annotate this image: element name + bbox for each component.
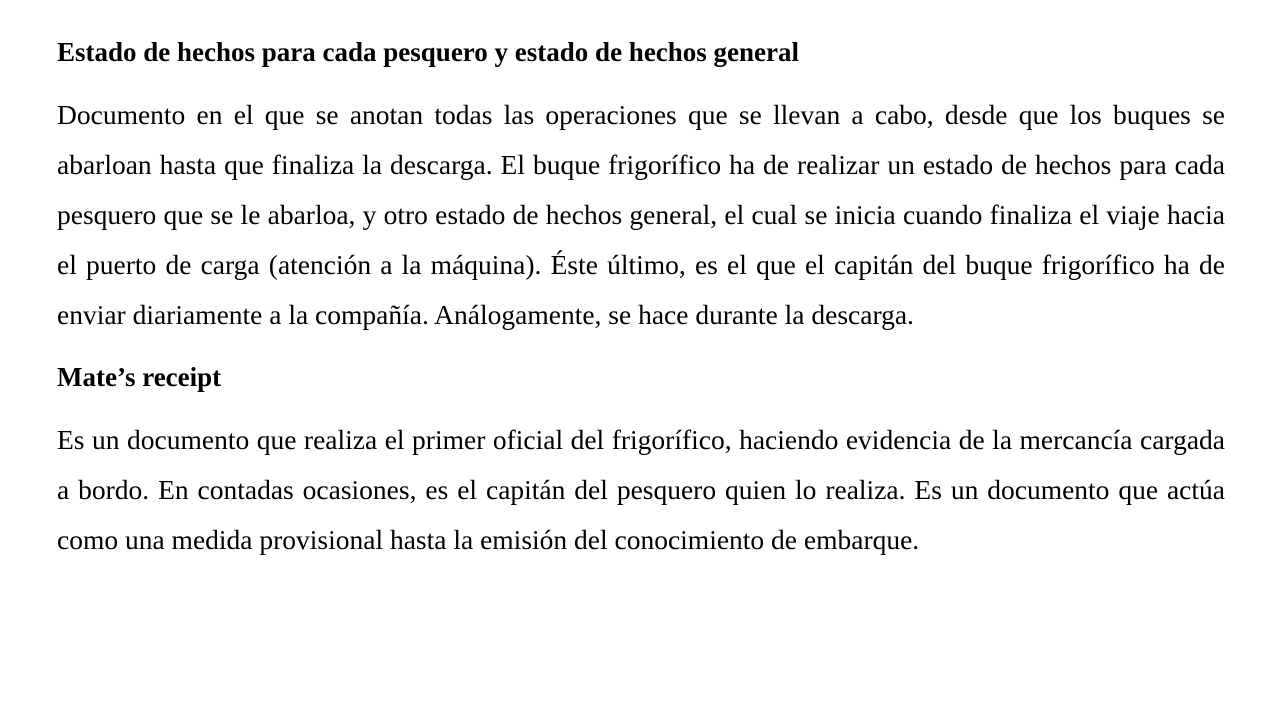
section-body-estado-de-hechos: Documento en el que se anotan todas las operaciones que se llevan a cabo, desde que los buques se abarloan hasta que finaliza la descarga. El buque frigorífico ha de realizar un estado de hechos para cada pesquero que se le abarloa, y otro estado de hechos general, el cual se inicia cuando finaliza el viaje hacia el puerto de carga (atención a la máquina). Éste último, es el que el capitán del buque frigorífico ha de enviar diariamente a la compañía. Análogamente, se hace durante la descarga.	[57, 99, 1225, 330]
section-heading-mates-receipt: Mate’s receipt	[57, 362, 222, 392]
section-heading-estado-de-hechos: Estado de hechos para cada pesquero y estado de hechos general	[57, 37, 800, 67]
section-body-mates-receipt: Es un documento que realiza el primer oficial del frigorífico, haciendo evidencia de la mercancía cargada a bordo. En contadas ocasiones, es el capitán del pesquero quien lo realiza. Es un documento que actúa como una medida provisional hasta la emisión del conocimiento de embarque.	[57, 424, 1225, 555]
